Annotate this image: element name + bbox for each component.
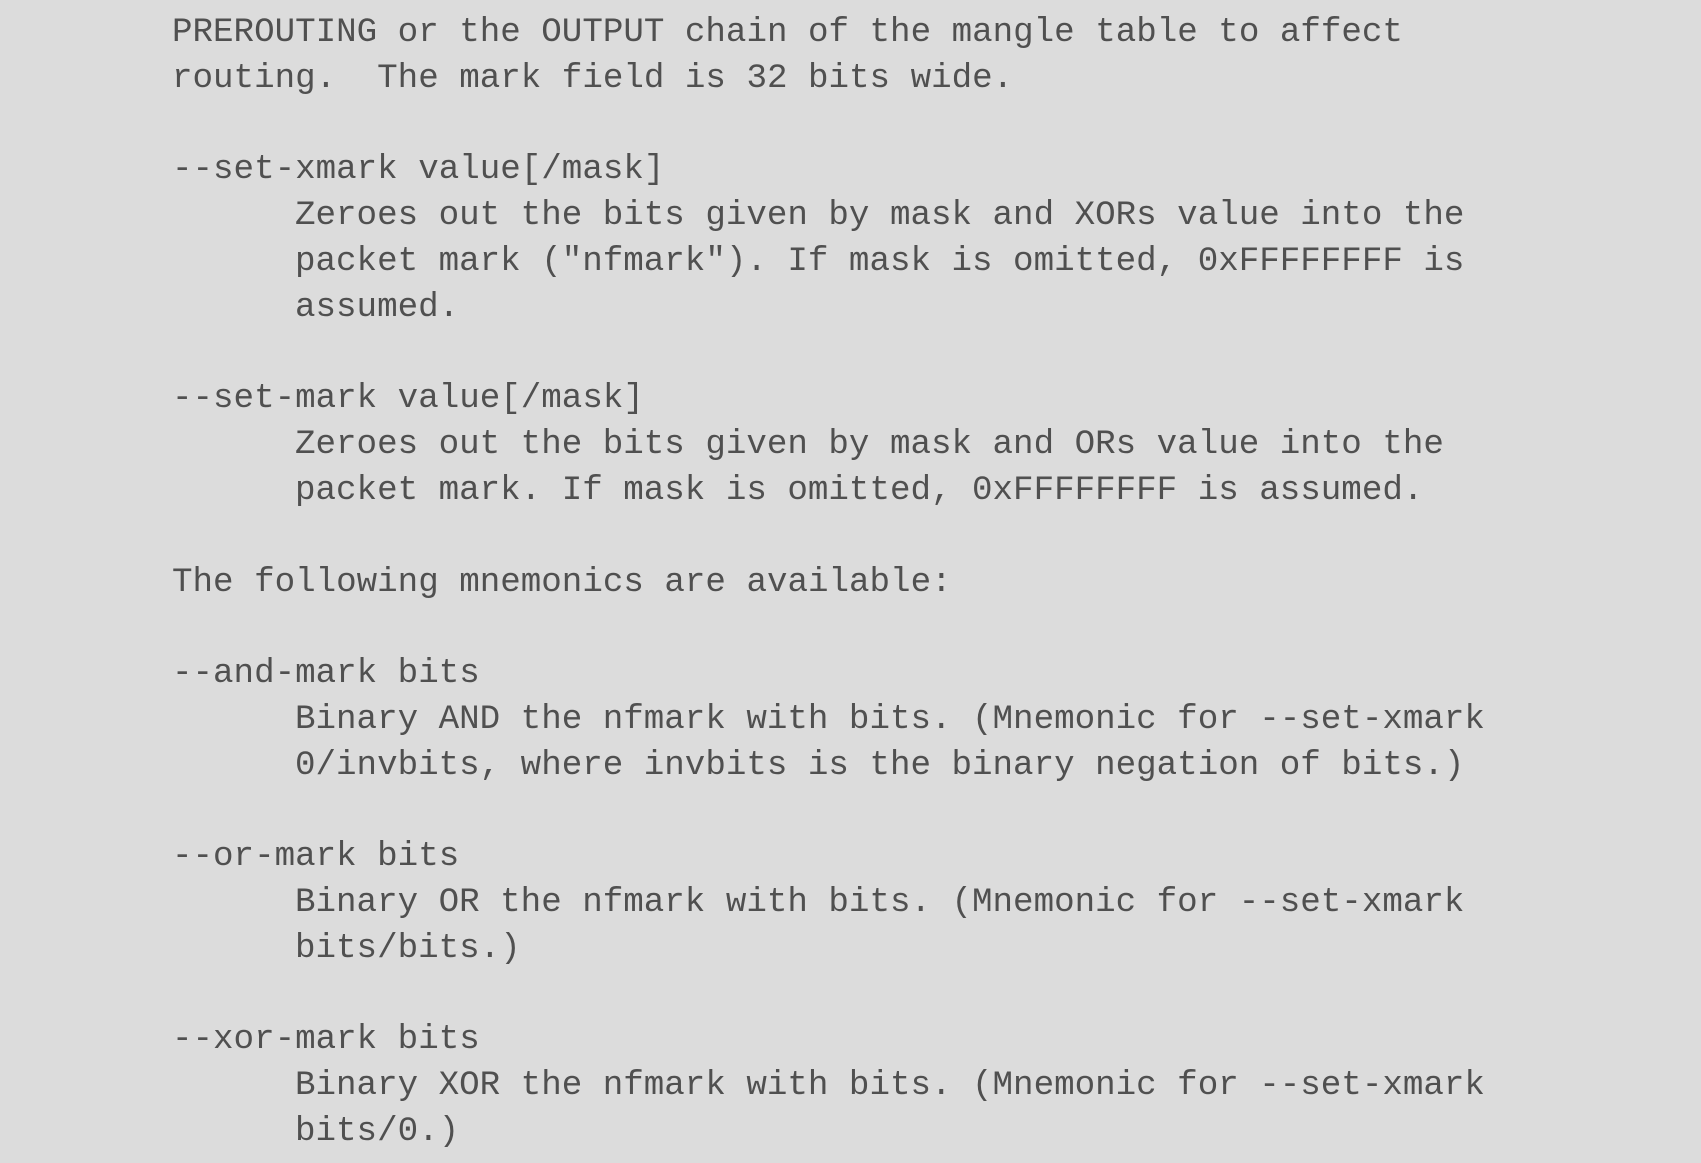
mnemonic-and-mark-desc-1: Binary AND the nfmark with bits. (Mnemonic for --set-xmark	[295, 701, 1485, 739]
option-set-mark-desc-1: Zeroes out the bits given by mask and ORs value into the	[295, 426, 1444, 464]
mnemonic-xor-mark-desc-1: Binary XOR the nfmark with bits. (Mnemonic for --set-xmark	[295, 1067, 1485, 1105]
mnemonic-xor-mark-flag: --xor-mark bits	[172, 1021, 480, 1059]
intro-line-1: PREROUTING or the OUTPUT chain of the mangle table to affect	[172, 14, 1403, 52]
option-set-mark-flag: --set-mark value[/mask]	[172, 380, 644, 418]
mnemonic-and-mark-flag: --and-mark bits	[172, 655, 480, 693]
option-set-xmark-desc-3: assumed.	[295, 289, 460, 327]
mnemonic-xor-mark-desc-2: bits/0.)	[295, 1113, 460, 1151]
mnemonics-heading: The following mnemonics are available:	[172, 564, 952, 602]
option-set-xmark-flag: --set-xmark value[/mask]	[172, 151, 665, 189]
mnemonic-or-mark-desc-1: Binary OR the nfmark with bits. (Mnemonic for --set-xmark	[295, 884, 1465, 922]
option-set-xmark-desc-2: packet mark ("nfmark"). If mask is omitted, 0xFFFFFFFF is	[295, 243, 1465, 281]
mnemonic-or-mark-desc-2: bits/bits.)	[295, 930, 521, 968]
mnemonic-and-mark-desc-2: 0/invbits, where invbits is the binary negation of bits.)	[295, 747, 1465, 785]
option-set-xmark-desc-1: Zeroes out the bits given by mask and XORs value into the	[295, 197, 1465, 235]
mnemonic-or-mark-flag: --or-mark bits	[172, 838, 460, 876]
intro-line-2: routing. The mark field is 32 bits wide.	[172, 60, 1014, 98]
option-set-mark-desc-2: packet mark. If mask is omitted, 0xFFFFFFFF is assumed.	[295, 472, 1424, 510]
